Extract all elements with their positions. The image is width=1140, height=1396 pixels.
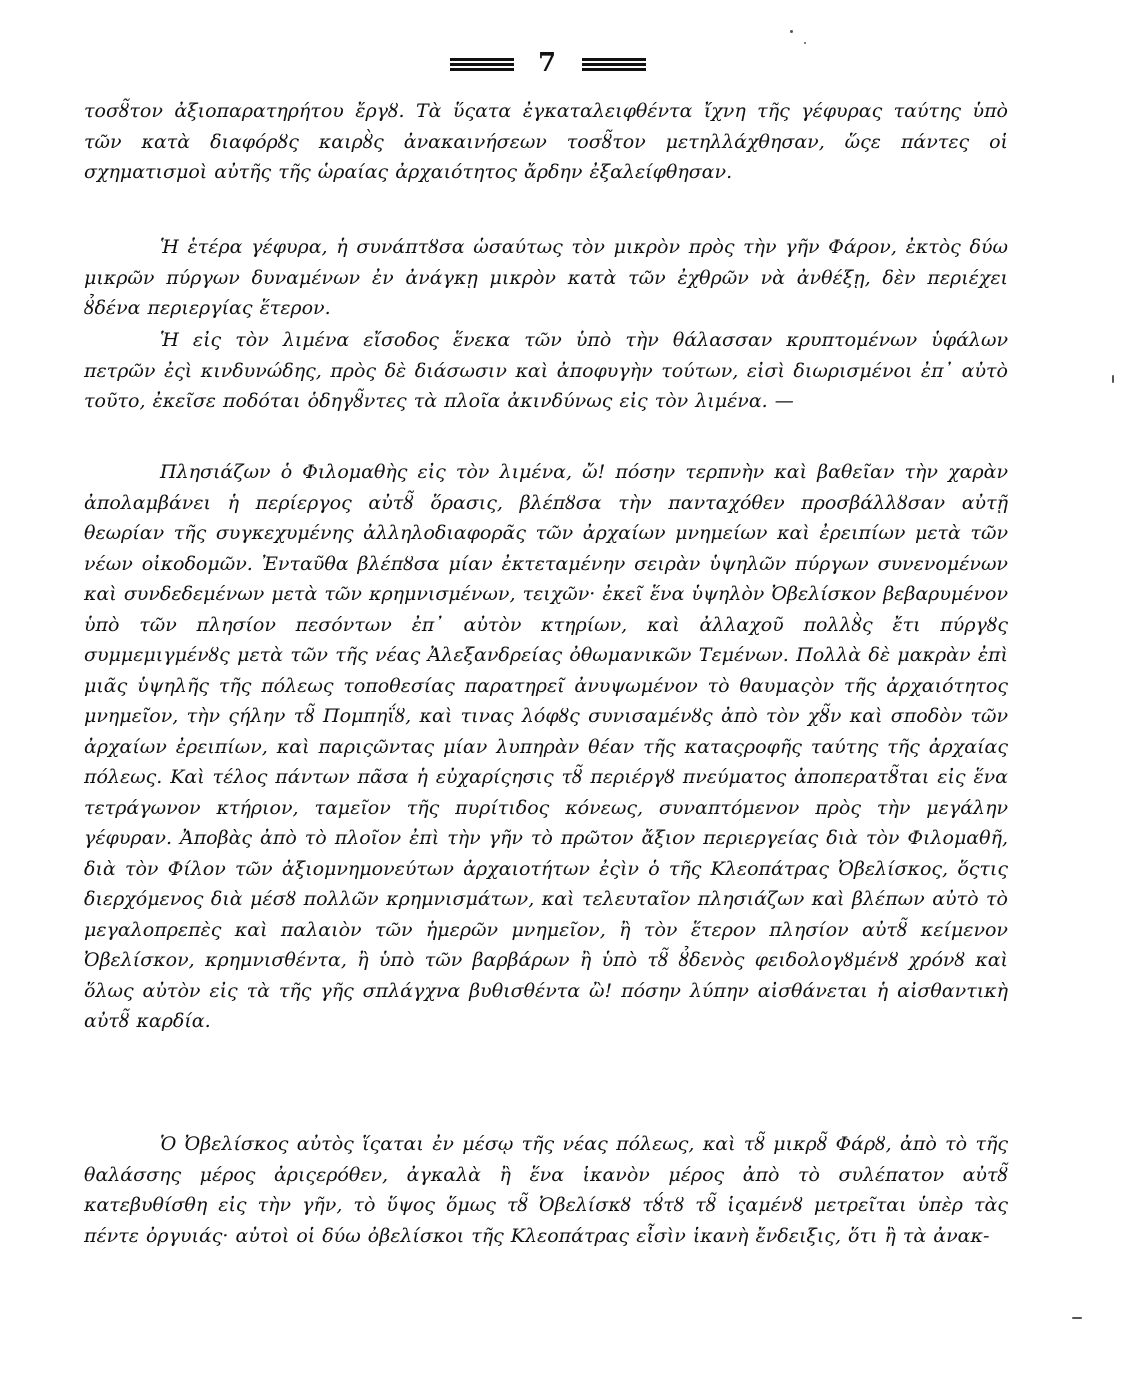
header-rule-left (450, 58, 514, 72)
paragraph-4: Πλησιάζων ὁ Φιλομαθὴς εἰς τὸν λιμένα, ὤ! πόσην τερπνὴν καὶ βαθεῖαν τὴν χαρὰν ἀπολαμβάνει ἡ περίεργος αὐτȣ̃ ὅρασις, βλέπȣσα τὴν πανταχόθεν προσβάλλȣσαν αὐτῇ θεωρίαν τῆς συγκεχυμένης ἀλληλοδιαφορᾶς τῶν ἀρχαίων μνημείων καὶ ἐρειπίων μετὰ τῶν νέων οἰκοδομῶν. Ἐνταῦθα βλέπȣσα μίαν ἐκτεταμένην σειρὰν ὑψηλῶν πύργων συνενομένων καὶ συνδεδεμένων μετὰ τῶν κρημνισμένων, τειχῶν· ἐκεῖ ἕνα ὑψηλὸν Ὀβελίσκον βεβαρυμένον ὑπὸ τῶν πλησίον πεσόντων ἐπ᾽ αὐτὸν κτηρίων, καὶ ἀλλαχοῦ πολλȣ̀ς ἔτι πύργȣς συμμεμιγμένȣς μετὰ τῶν τῆς νέας Ἀλεξανδρείας ὀθωμανικῶν Τεμένων. Πολλὰ δὲ μακρὰν ἐπὶ μιᾶς ὑψηλῆς τῆς πόλεως τοποθεσίας παρατηρεῖ ἀνυψωμένον τὸ θαυμαςὸν τῆς ἀρχαιότητος μνημεῖον, τὴν ςήλην τȣ̃ Πομπηΐȣ, καὶ τινας λόφȣς συνισαμένȣς ἀπὸ τὸν χȣ̃ν καὶ σποδὸν τῶν ἀρχαίων ἐρειπίων, καὶ παριςῶντας μίαν λυπηρὰν θέαν τῆς καταςροφῆς ταύτης τῆς ἀρχαίας πόλεως. Καὶ τέλος πάντων πᾶσα ἡ εὐχαρίςησις τȣ̃ περιέργȣ πνεύματος ἀποπερατȣ̃ται εἰς ἕνα τετράγωνον κτήριον, ταμεῖον τῆς πυρίτιδος κόνεως, συναπτόμενον πρὸς τὴν μεγάλην γέφυραν. Ἀποβὰς ἀπὸ τὸ πλοῖον ἐπὶ τὴν γῆν τὸ πρῶτον ἄξιον περιεργείας διὰ τὸν Φιλομαθῆ, διὰ τὸν Φίλον τῶν ἀξιομνημονεύτων ἀρχαιοτήτων ἐςὶν ὁ τῆς Κλεοπάτρας Ὀβελίσκος, ὅςτις διερχόμενος διὰ μέσȣ πολλῶν κρημνισμάτων, καὶ τελευταῖον πλησιάζων καὶ βλέπων αὐτὸ τὸ μεγαλοπρεπὲς καὶ παλαιὸν τῶν ἡμερῶν μνημεῖον, ἢ τὸν ἕτερον πλησίον αὐτȣ̃ κείμενον Ὀβελίσκον, κρημνισθέντα, ἢ ὑπὸ τῶν βαρβάρων ἢ ὑπὸ τȣ̃ ȣ̉δενὸς φειδολογȣμένȣ χρόνȣ καὶ ὅλως αὐτὸν εἰς τὰ τῆς γῆς σπλάγχνα βυθισθέντα ὢ! πόσην λύπην αἰσθάνεται ἡ αἰσθαντικὴ αὐτȣ̃ καρδία. (84, 461, 1008, 1032)
paragraph-2: Ἡ ἑτέρα γέφυρα, ἡ συνάπτȣσα ὡσαύτως τὸν μικρὸν πρὸς τὴν γῆν Φάρον, ἐκτὸς δύω μικρῶν πύργων δυναμένων ἐν ἀνάγκῃ μικρὸν κατὰ τῶν ἐχθρῶν νὰ ἀνθέξῃ, δὲν περιέχει ȣ̉δένα περιεργίας ἕτερον. (84, 236, 1008, 319)
scan-speck (790, 30, 793, 33)
scan-speck (1072, 1317, 1082, 1319)
paragraph-5: Ὁ Ὀβελίσκος αὐτὸς ἵςαται ἐν μέσῳ τῆς νέας πόλεως, καὶ τȣ̃ μικρȣ̃ Φάρȣ, ἀπὸ τὸ τῆς θαλάσσης μέρος ἀριςερόθεν, ἀγκαλὰ ἢ ἕνα ἱκανὸν μέρος ἀπὸ τὸ συλέπατον αὐτȣ̃ κατεβυθίσθη εἰς τὴν γῆν, τὸ ὕψος ὅμως τȣ̃ Ὀβελίσκȣ τȣ́τȣ τȣ̃ ἱςαμένȣ μετρεῖται ὑπὲρ τὰς πέντε ὀργυιάς· αὐτοὶ οἱ δύω ὀβελίσκοι τῆς Κλεοπάτρας εἶσὶν ἱκανὴ ἔνδειξις, ὅτι ἢ τὰ ἀνακ- (84, 1133, 1008, 1247)
header-rule-right (582, 58, 646, 72)
scan-speck (804, 42, 806, 44)
paragraph-1: τοσȣ̃τον ἀξιοπαρατηρήτου ἔργȣ. Τὰ ὕςατα ἐγκαταλειφθέντα ἴχνη τῆς γέφυρας ταύτης ὑπὸ τῶν κατὰ διαφόρȣς καιρȣ̀ς ἀνακαινήσεων τοσȣ̃τον μετηλλάχθησαν, ὥςε πάντες οἱ σχηματισμοὶ αὐτῆς τῆς ὡραίας ἀρχαιότητος ἄρδην ἐξαλείφθησαν. (84, 100, 1008, 183)
paragraph-3: Ἡ εἰς τὸν λιμένα εἴσοδος ἕνεκα τῶν ὑπὸ τὴν θάλασσαν κρυπτομένων ὑφάλων πετρῶν ἐςὶ κινδυνώδης, πρὸς δὲ διάσωσιν καὶ ἀποφυγὴν τούτων, εἰσὶ διωρισμένοι ἐπ᾽ αὐτὸ τοῦτο, ἐκεῖσε ποδόται ὁδηγȣ̃ντες τὰ πλοῖα ἀκινδύνως εἰς τὸν λιμένα. — (84, 329, 1008, 412)
page-number: 7 (537, 48, 557, 78)
scan-speck (1112, 375, 1114, 383)
page-header (0, 50, 1140, 80)
